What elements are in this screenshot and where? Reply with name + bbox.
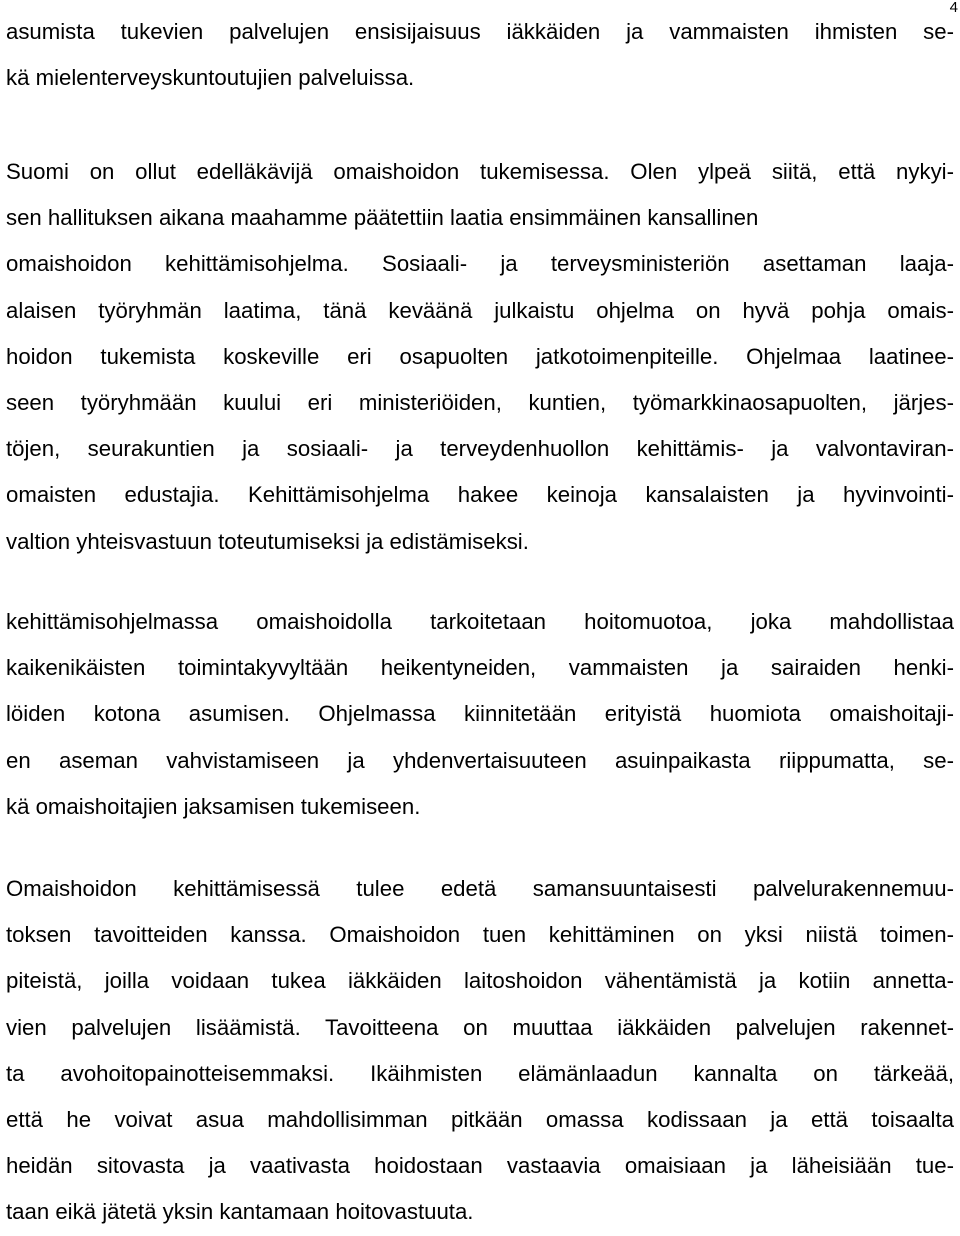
text-line: piteistä, joilla voidaan tukea iäkkäiden laitoshoidon vähentämistä ja kotiin annetta- <box>6 968 954 994</box>
text-line: alaisen työryhmän laatima, tänä keväänä julkaistu ohjelma on hyvä pohja omais- <box>6 297 954 323</box>
text-line: sen hallituksen aikana maahamme päätettiin laatia ensimmäinen kansallinen <box>6 205 759 231</box>
text-line: löiden kotona asumisen. Ohjelmassa kiinnitetään erityistä huomiota omaishoitaji- <box>6 701 954 727</box>
text-line: kehittämisohjelmassa omaishoidolla tarkoitetaan hoitomuotoa, joka mahdollistaa <box>6 609 954 634</box>
text-line: Omaishoidon kehittämisessä tulee edetä samansuuntaisesti palvelurakennemuu- <box>6 876 954 901</box>
paragraph-1 <box>6 9 954 101</box>
text-line: kä omaishoitajien jaksamisen tukemiseen. <box>6 793 421 819</box>
text-line: hoidon tukemista koskeville eri osapuolten jatkotoimenpiteille. Ohjelmaa laatinee- <box>6 343 954 369</box>
text-line: kä mielenterveyskuntoutujien palveluissa. <box>6 65 415 91</box>
text-line: taan eikä jätetä yksin kantamaan hoitovastuuta. <box>6 1199 474 1225</box>
text-line: valtion yhteisvastuun toteutumiseksi ja edistämiseksi. <box>6 528 529 554</box>
text-line: ta avohoitopainotteisemmaksi. Ikäihmisten elämänlaadun kannalta on tärkeää, <box>6 1060 954 1086</box>
text-line: Suomi on ollut edelläkävijä omaishoidon tukemisessa. Olen ylpeä siitä, että nykyi- <box>6 159 954 184</box>
text-line: toksen tavoitteiden kanssa. Omaishoidon tuen kehittäminen on yksi niistä toimen- <box>6 922 954 948</box>
text-line: heidän sitovasta ja vaativasta hoidostaan vastaavia omaisiaan ja läheisiään tue- <box>6 1153 954 1179</box>
paragraph-3 <box>6 599 954 830</box>
paragraph-4 <box>6 866 954 1236</box>
text-line: että he voivat asua mahdollisimman pitkään omassa kodissaan ja että toisaalta <box>6 1107 954 1133</box>
text-line: omaishoidon kehittämisohjelma. Sosiaali- ja terveysministeriön asettaman laaja- <box>6 251 954 277</box>
text-line: seen työryhmään kuului eri ministeriöiden, kuntien, työmarkkinaosapuolten, järjes- <box>6 390 954 416</box>
text-line: asumista tukevien palvelujen ensisijaisuus iäkkäiden ja vammaisten ihmisten se- <box>6 19 954 44</box>
page-number: 4 <box>949 0 958 16</box>
text-line: vien palvelujen lisäämistä. Tavoitteena on muuttaa iäkkäiden palvelujen rakennet- <box>6 1014 954 1040</box>
text-line: en aseman vahvistamiseen ja yhdenvertaisuuteen asuinpaikasta riippumatta, se- <box>6 747 954 773</box>
text-line: omaisten edustajia. Kehittämisohjelma hakee keinoja kansalaisten ja hyvinvointi- <box>6 482 954 508</box>
text-line: töjen, seurakuntien ja sosiaali- ja terveydenhuollon kehittämis- ja valvontaviran- <box>6 436 954 462</box>
text-line: kaikenikäisten toimintakyvyltään heikentyneiden, vammaisten ja sairaiden henki- <box>6 655 954 681</box>
paragraph-2 <box>6 149 954 565</box>
